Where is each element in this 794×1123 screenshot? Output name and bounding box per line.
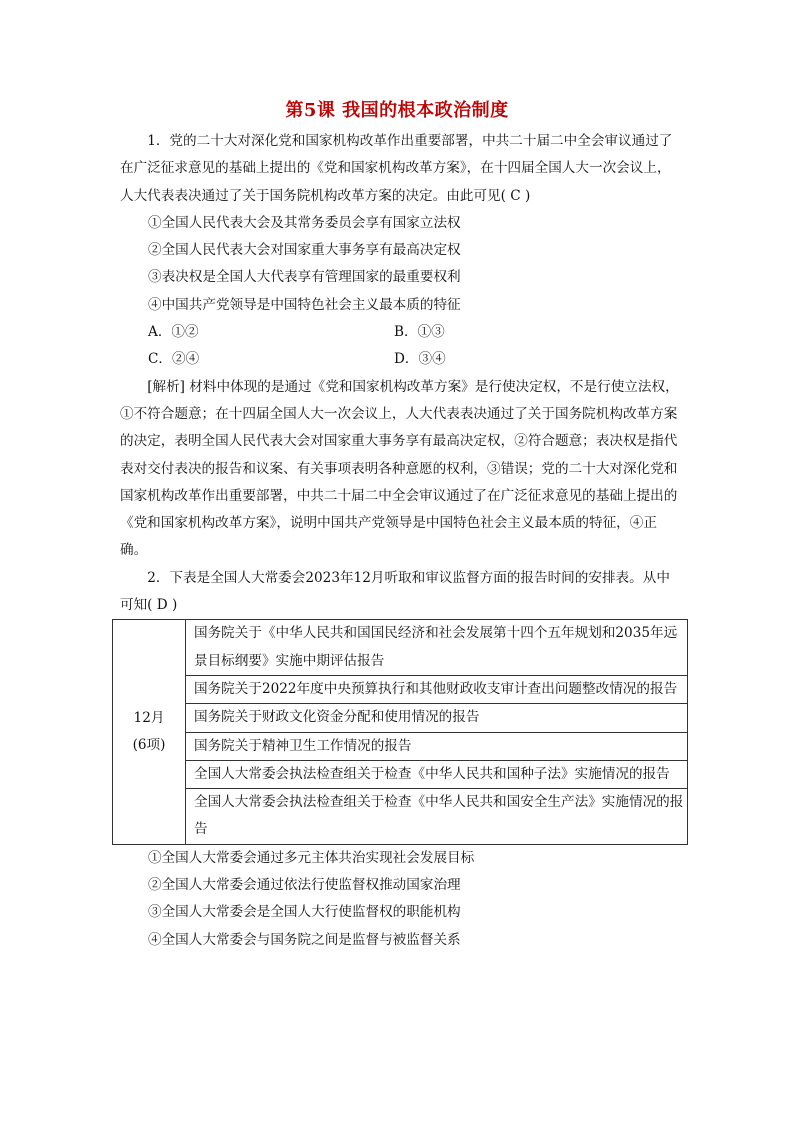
q1-item-4: ④中国共产党领导是中国特色社会主义最本质的特征 [148, 296, 461, 313]
table-row [113, 789, 688, 845]
report-cell: 国务院关于《中华人民共和国国民经济和社会发展第十四个五年规划和2035年远景目标纲要》实施中期评估报告 [186, 620, 688, 676]
month-cell [113, 620, 186, 844]
table-row [113, 704, 688, 732]
month-label: 12月 [133, 709, 165, 726]
q1-choices-row-2 [120, 346, 682, 373]
q1-choice-d: D．③④ [394, 351, 446, 368]
q1-item-1: ①全国人民代表大会及其常务委员会享有国家立法权 [148, 214, 461, 231]
report-cell: 国务院关于财政文化资金分配和使用情况的报告 [186, 704, 688, 732]
q1-choice-b: B．①③ [394, 324, 445, 341]
item-count: (6项) [132, 737, 166, 754]
report-cell: 全国人大常委会执法检查组关于检查《中华人民共和国安全生产法》实施情况的报告 [186, 789, 688, 845]
q1-choice-c: C．②④ [148, 351, 200, 368]
report-schedule-table [112, 619, 688, 844]
report-cell: 全国人大常委会执法检查组关于检查《中华人民共和国种子法》实施情况的报告 [186, 760, 688, 788]
table-row [113, 760, 688, 788]
question-1-stem: 1．党的二十大对深化党和国家机构改革作出重要部署，中共二十届二中全会审议通过了在广泛征求意见的基础上提出的《党和国家机构改革方案》，在十四届全国人大一次会议上，人大代表表决通过了关于国务院机构改革方案的决定。由此可见( C ) [120, 133, 673, 204]
page-title: 第5课 我国的根本政治制度 [285, 100, 509, 121]
table-row [113, 675, 688, 703]
q2-items [120, 845, 682, 954]
q2-item-4: ④全国人大常委会与国务院之间是监督与被监督关系 [148, 931, 461, 948]
q2-item-1: ①全国人大常委会通过多元主体共治实现社会发展目标 [148, 849, 475, 866]
report-cell: 国务院关于2022年度中央预算执行和其他财政收支审计查出问题整改情况的报告 [186, 675, 688, 703]
q1-item-3: ③表决权是全国人大代表享有管理国家的最重要权利 [148, 269, 461, 286]
table-row [113, 620, 688, 676]
question-2-stem: 2．下表是全国人大常委会2023年12月听取和审议监督方面的报告时间的安排表。从中可知( D ) [120, 569, 670, 614]
q2-item-2: ②全国人大常委会通过依法行使监督权推动国家治理 [148, 877, 461, 894]
q1-item-2: ②全国人民代表大会对国家重大事务享有最高决定权 [148, 242, 461, 259]
q2-item-3: ③全国人大常委会是全国人大行使监督权的职能机构 [148, 904, 461, 921]
q1-analysis: [解析] 材料中体现的是通过《党和国家机构改革方案》是行使决定权，不是行使立法权，①不符合题意；在十四届全国人大一次会议上，人大代表表决通过了关于国务院机构改革方案的决定，表明全国人民代表大会对国家重大事务享有最高决定权，②符合题意；表决权是指代表对交付表决的报告和议案、有关事项表明各种意愿的权利，③错误；党的二十大对深化党和国家机构改革作出重要部署，中共二十届二中全会审议通过了在广泛征求意见的基础上提出的《党和国家机构改革方案》，说明中国共产党领导是中国特色社会主义最本质的特征，④正确。 [120, 378, 679, 559]
q1-choice-a: A．①② [148, 324, 199, 341]
q1-choices-row-1 [120, 319, 682, 346]
content [120, 128, 682, 954]
report-cell: 国务院关于精神卫生工作情况的报告 [186, 732, 688, 760]
table-row [113, 732, 688, 760]
